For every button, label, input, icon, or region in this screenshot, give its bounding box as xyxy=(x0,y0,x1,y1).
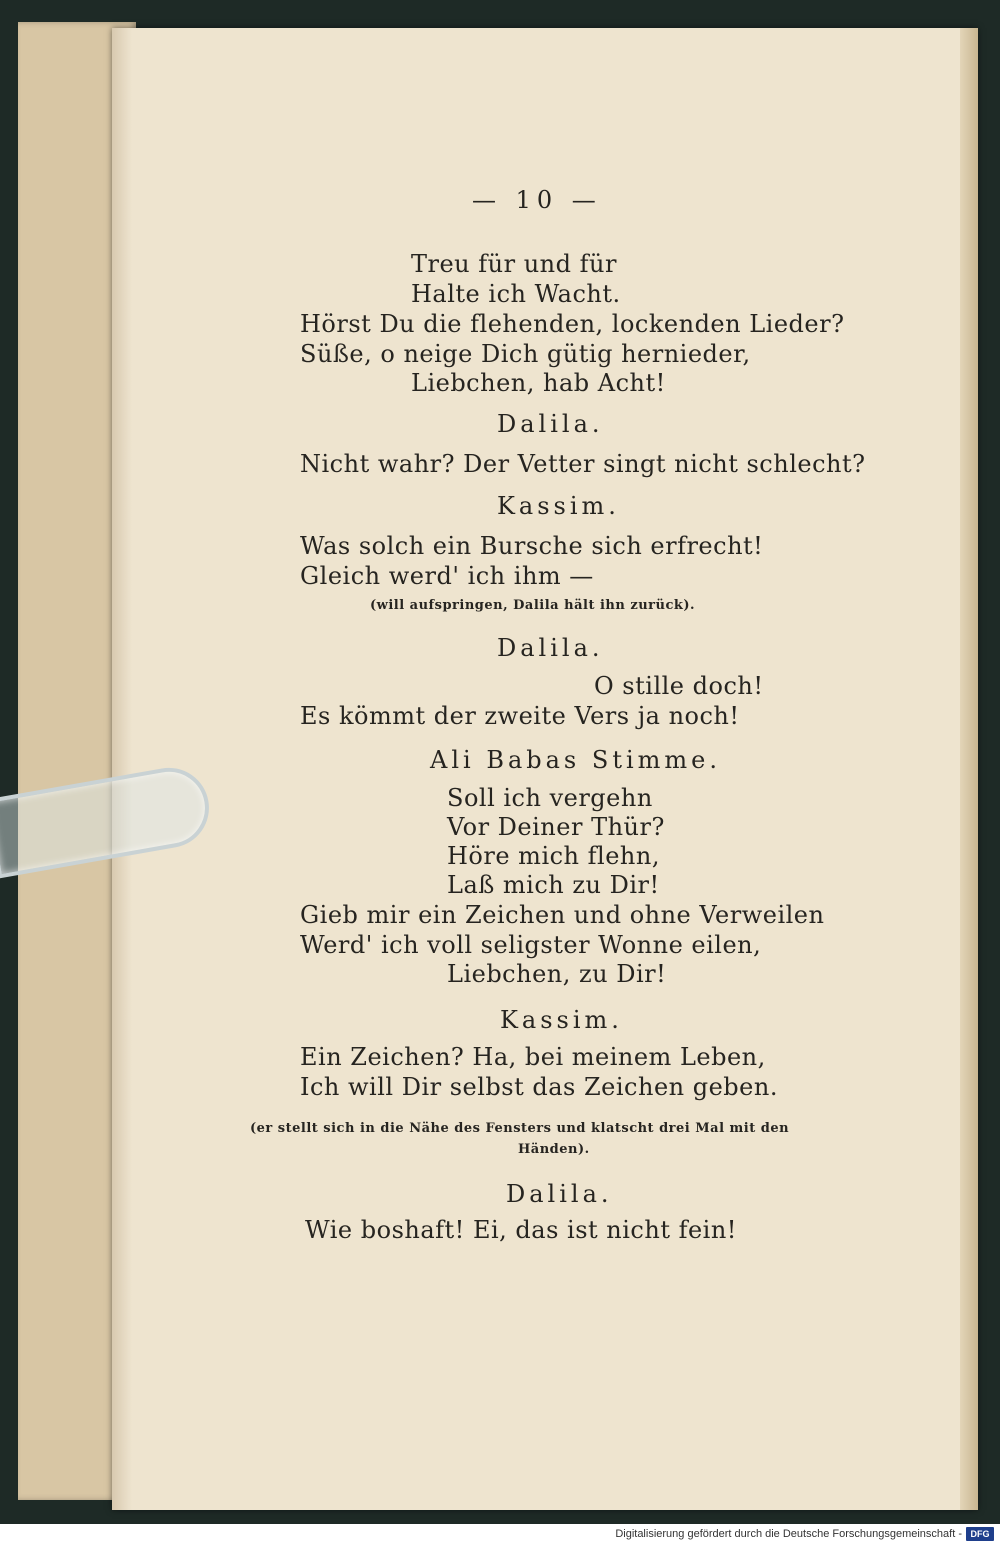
verse-line: Höre mich flehn, xyxy=(447,842,660,870)
verse-line: Treu für und für xyxy=(411,250,617,278)
verse-line: Vor Deiner Thür? xyxy=(447,813,665,841)
verse-line: Liebchen, zu Dir! xyxy=(447,960,667,988)
verse-line: Liebchen, hab Acht! xyxy=(411,369,666,397)
verse-line: Werd' ich voll seligster Wonne eilen, xyxy=(300,931,762,959)
dialogue-line: Ich will Dir selbst das Zeichen geben. xyxy=(300,1073,778,1101)
dialogue-line: Ein Zeichen? Ha, bei meinem Leben, xyxy=(300,1043,766,1071)
speaker-name: Ali Babas Stimme. xyxy=(430,746,721,774)
page-number: — 10 — xyxy=(472,186,602,214)
dialogue-line: Es kömmt der zweite Vers ja noch! xyxy=(300,702,740,730)
speaker-name: Dalila. xyxy=(497,410,604,438)
verse-line: Laß mich zu Dir! xyxy=(447,871,660,899)
dialogue-line: Wie boshaft! Ei, das ist nicht fein! xyxy=(305,1216,737,1244)
funding-notice: Digitalisierung gefördert durch die Deutsche Forschungsgemeinschaft - xyxy=(615,1528,962,1540)
verse-line: Halte ich Wacht. xyxy=(411,280,621,308)
speaker-name: Kassim. xyxy=(497,492,620,520)
stage-direction: Händen). xyxy=(518,1142,590,1157)
verse-line: Soll ich vergehn xyxy=(447,784,653,812)
dialogue-line: Nicht wahr? Der Vetter singt nicht schlecht? xyxy=(300,450,866,478)
speaker-name: Kassim. xyxy=(500,1006,623,1034)
speaker-name: Dalila. xyxy=(506,1180,613,1208)
verse-line: Süße, o neige Dich gütig hernieder, xyxy=(300,340,751,368)
dialogue-line: O stille doch! xyxy=(594,672,764,700)
dfg-logo: DFG xyxy=(966,1527,994,1541)
verse-line: Hörst Du die flehenden, lockenden Lieder? xyxy=(300,310,845,338)
stage-direction: (er stellt sich in die Nähe des Fensters und klatscht drei Mal mit den xyxy=(250,1121,790,1136)
verse-line: Gieb mir ein Zeichen und ohne Verweilen xyxy=(300,901,825,929)
dialogue-line: Gleich werd' ich ihm — xyxy=(300,562,594,590)
dialogue-line: Was solch ein Bursche sich erfrecht! xyxy=(300,532,764,560)
gutter-shadow xyxy=(112,28,132,1510)
speaker-name: Dalila. xyxy=(497,634,604,662)
stage-direction: (will aufspringen, Dalila hält ihn zurück). xyxy=(370,598,696,613)
page-edge xyxy=(960,28,978,1510)
